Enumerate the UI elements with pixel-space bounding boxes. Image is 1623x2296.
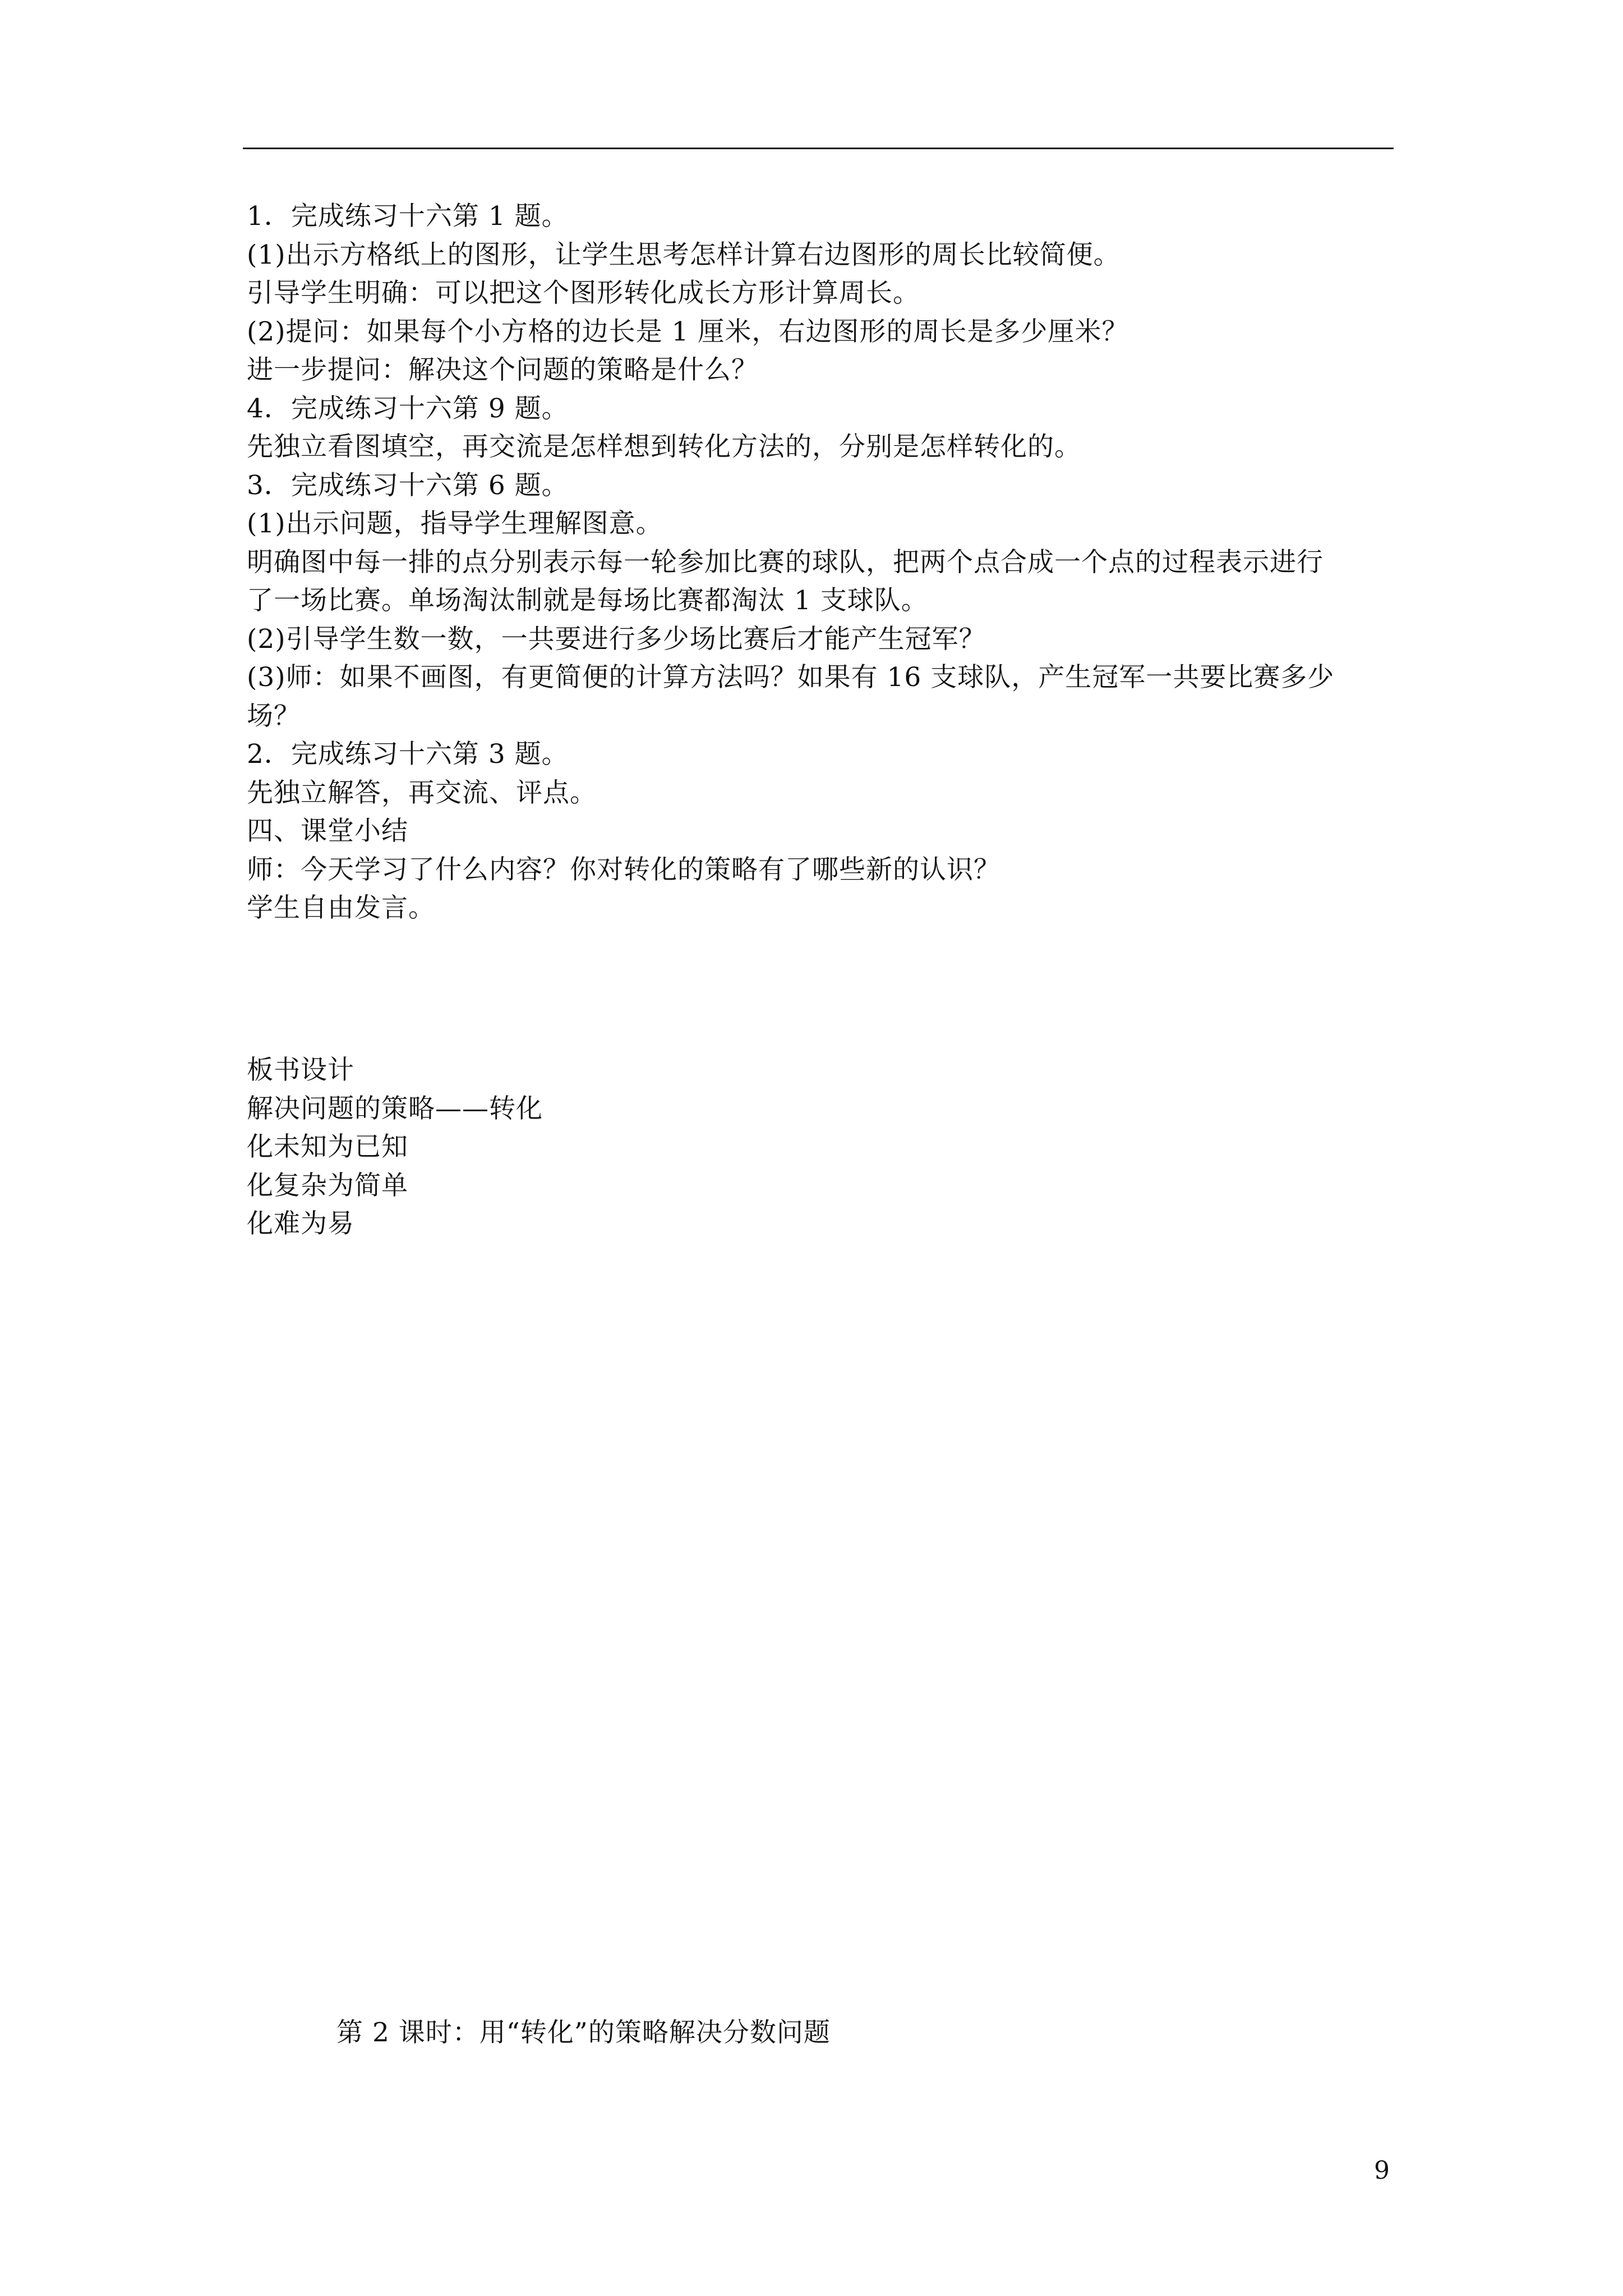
text-line: (3)师：如果不画图，有更简便的计算方法吗？如果有 16 支球队，产生冠军一共要比赛多少 <box>247 662 1335 693</box>
board-line: 化未知为已知 <box>247 1131 408 1162</box>
board-line: 化难为易 <box>247 1208 354 1239</box>
page-number: 9 <box>1374 2156 1390 2185</box>
text-line: 3．完成练习十六第 6 题。 <box>247 470 569 501</box>
text-line: 场？ <box>247 700 301 731</box>
board-heading: 板书设计 <box>247 1055 354 1085</box>
text-line: (2)提问：如果每个小方格的边长是 1 厘米，右边图形的周长是多少厘米？ <box>247 316 1129 347</box>
text-line: 学生自由发言。 <box>247 892 435 923</box>
text-line: (2)引导学生数一数，一共要进行多少场比赛后才能产生冠军？ <box>247 623 986 655</box>
text-line: 先独立看图填空，再交流是怎样想到转化方法的，分别是怎样转化的。 <box>247 431 1081 462</box>
text-line: 了一场比赛。单场淘汰制就是每场比赛都淘汰 1 支球队。 <box>247 585 928 616</box>
header-rule <box>243 148 1394 149</box>
board-line: 解决问题的策略——转化 <box>247 1093 543 1124</box>
text-line: 明确图中每一排的点分别表示每一轮参加比赛的球队，把两个点合成一个点的过程表示进行 <box>247 546 1324 578</box>
text-line: 引导学生明确：可以把这个图形转化成长方形计算周长。 <box>247 278 920 309</box>
text-line: 进一步提问：解决这个问题的策略是什么？ <box>247 355 758 385</box>
text-line: 4．完成练习十六第 9 题。 <box>247 393 569 424</box>
text-line: 2．完成练习十六第 3 题。 <box>247 739 569 770</box>
board-design <box>247 1051 1394 1244</box>
text-line: 1．完成练习十六第 1 题。 <box>247 201 569 232</box>
text-line: 师：今天学习了什么内容？你对转化的策略有了哪些新的认识？ <box>247 854 1000 885</box>
text-line: 先独立解答，再交流、评点。 <box>247 777 597 808</box>
lesson-title: 第 2 课时：用“转化”的策略解决分数问题 <box>336 2017 831 2048</box>
body-text <box>247 197 1394 928</box>
section-heading: 四、课堂小结 <box>247 816 408 846</box>
board-line: 化复杂为简单 <box>247 1170 408 1201</box>
text-line: (1)出示问题，指导学生理解图意。 <box>247 508 663 539</box>
text-line: (1)出示方格纸上的图形，让学生思考怎样计算右边图形的周长比较简便。 <box>247 239 1121 270</box>
